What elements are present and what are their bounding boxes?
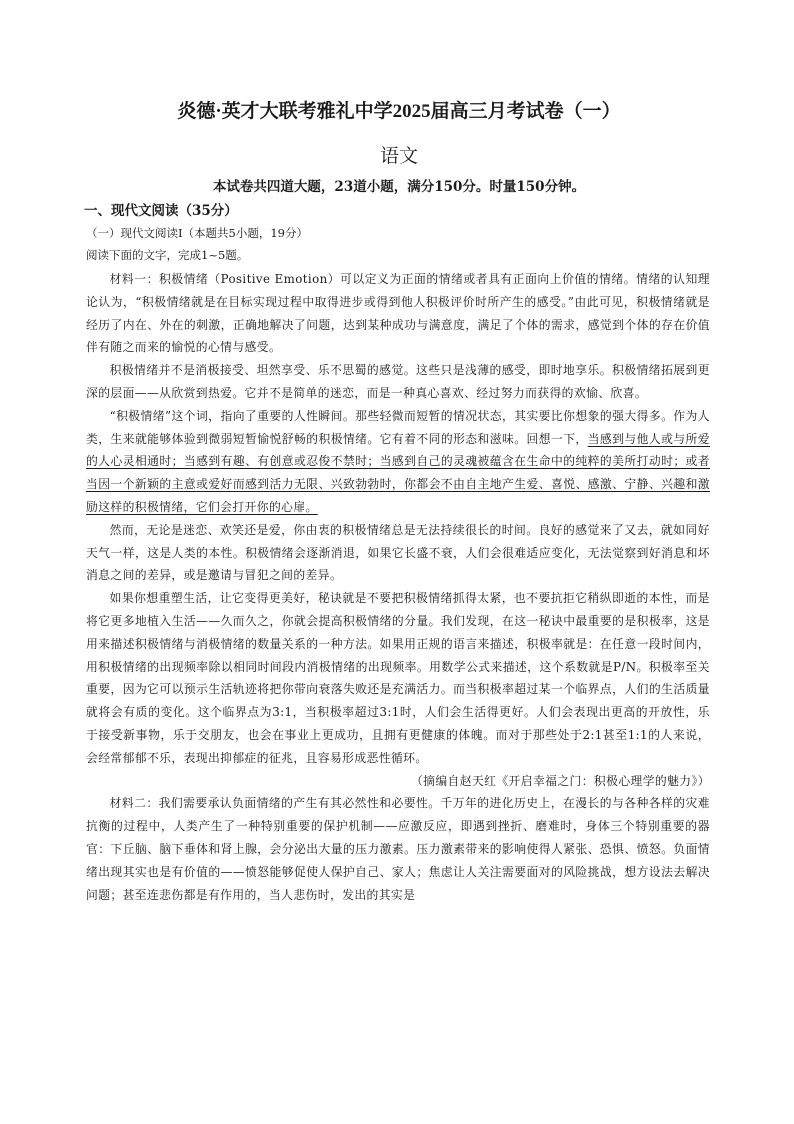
paragraph-3-text: “积极情绪”这个词，指向了重要的人性瞬间。那些轻微而短暂的情况状态，其实要比你想象的强大得多。作为人类，生来就能够体验到微弱短暂愉悦舒畅的积极情绪。它有着不同的形态和滋味。回想一下， [86, 408, 710, 446]
material1-paragraph-2: 积极情绪并不是消极接受、坦然享受、乐不思蜀的感觉。这些只是浅薄的感受，即时地享乐。积极情绪拓展到更深的层面——从欣赏到热爱。它并不是简单的迷恋，而是一种真心喜欢、经过努力而获得的欢愉、欣喜。 [86, 363, 710, 400]
subsection-heading: （一）现代文阅读Ⅰ（本题共5小题，19分） [86, 226, 308, 240]
reading-instruction: 阅读下面的文字，完成1~5题。 [86, 248, 249, 262]
page-title: 炎德·英才大联考雅礼中学2025届高三月考试卷（一） [177, 101, 621, 122]
reading-passage [86, 268, 710, 906]
subject-heading: 语文 [379, 145, 418, 167]
material1-paragraph-1: 材料一：积极情绪（Positive Emotion）可以定义为正面的情绪或者具有正面向上价值的情绪。情绪的认知理论认为，“积极情绪就是在目标实现过程中取得进步或得到他人积极评价时所产生的感受。”由此可见，积极情绪就是经历了内在、外在的刺激，正确地解决了问题，达到某种成功与满意度，满足了个体的需求，感觉到个体的存在价值伴有随之而来的愉悦的心情与感受。 [86, 272, 710, 355]
material1-source: （摘编自赵天红《开启幸福之门：积极心理学的魅力》） [410, 773, 710, 788]
material1-paragraph-4: 然而，无论是迷恋、欢笑还是爱，你由衷的积极情绪总是无法持续很长的时间。良好的感觉来了又去，就如同好天气一样，这是人类的本性。积极情绪会逐渐消退，如果它长盛不衰，人们会很难适应变化，无法觉察到好消息和坏消息之间的差异，或是邀请与冒犯之间的差异。 [86, 522, 710, 583]
section-heading: 一、现代文阅读（35分） [84, 203, 238, 219]
exam-note: 本试卷共四道大题，23道小题，满分150分。时量150分钟。 [212, 179, 586, 195]
material1-paragraph-5: 如果你想重塑生活，让它变得更美好，秘诀就是不要把积极情绪抓得太紧，也不要抗拒它稍纵即逝的本性，而是将它更多地植入生活——久而久之，你就会提高积极情绪的分量。我们发现，在这一秘诀中最重要的是积极率，这是用来描述积极情绪与消极情绪的数量关系的一种方法。如果用正规的语言来描述，积极率就是：在任意一段时间内，用积极情绪的出现频率除以相同时间段内消极情绪的出现频率。用数学公式来描述，这个系数就是P/N。积极率至关重要，因为它可以预示生活轨迹将把你带向衰落失败还是充满活力。而当积极率超过某一个临界点，人们的生活质量就将会有质的变化。这个临界点为3:1，当积极率超过3:1时，人们会生活得更好。人们会表现出更高的开放性，乐于接受新事物，乐于交朋友，也会在事业上更成功，且拥有更健康的体魄。而对于那些处于2:1甚至1:1的人来说，会经常郁郁不乐，表现出抑郁症的征兆，且容易形成恶性循环。 [86, 591, 710, 765]
material2-paragraph-1: 材料二：我们需要承认负面情绪的产生有其必然性和必要性。千万年的进化历史上，在漫长的与各种各样的灾难抗衡的过程中，人类产生了一种特别重要的保护机制——应激反应，即遇到挫折、磨难时，身体三个特别重要的器官：下丘脑、脑下垂体和肾上腺，会分泌出大量的压力激素。压力激素带来的影响使得人紧张、恐惧、愤怒。负面情绪出现其实也是有价值的——愤怒能够促使人保护自己、家人；焦虑让人关注需要面对的风险挑战，想方设法去解决问题；甚至连悲伤都是有作用的，当人悲伤时，发出的其实是 [86, 796, 710, 902]
underlined-passage: 当感到与他人或与所爱的人心灵相通时；当感到有趣、有创意或忍俊不禁时；当感到自己的灵魂被蕴含在生命中的纯粹的美所打动时；或者当因一个新颖的主意或爱好而感到活力无限、兴致勃勃时，你都会不由自主地产生爱、喜悦、感激、宁静、兴趣和激励这样的积极情绪，它们会打开你的心扉。 [86, 431, 710, 514]
material1-paragraph-3 [86, 405, 710, 519]
